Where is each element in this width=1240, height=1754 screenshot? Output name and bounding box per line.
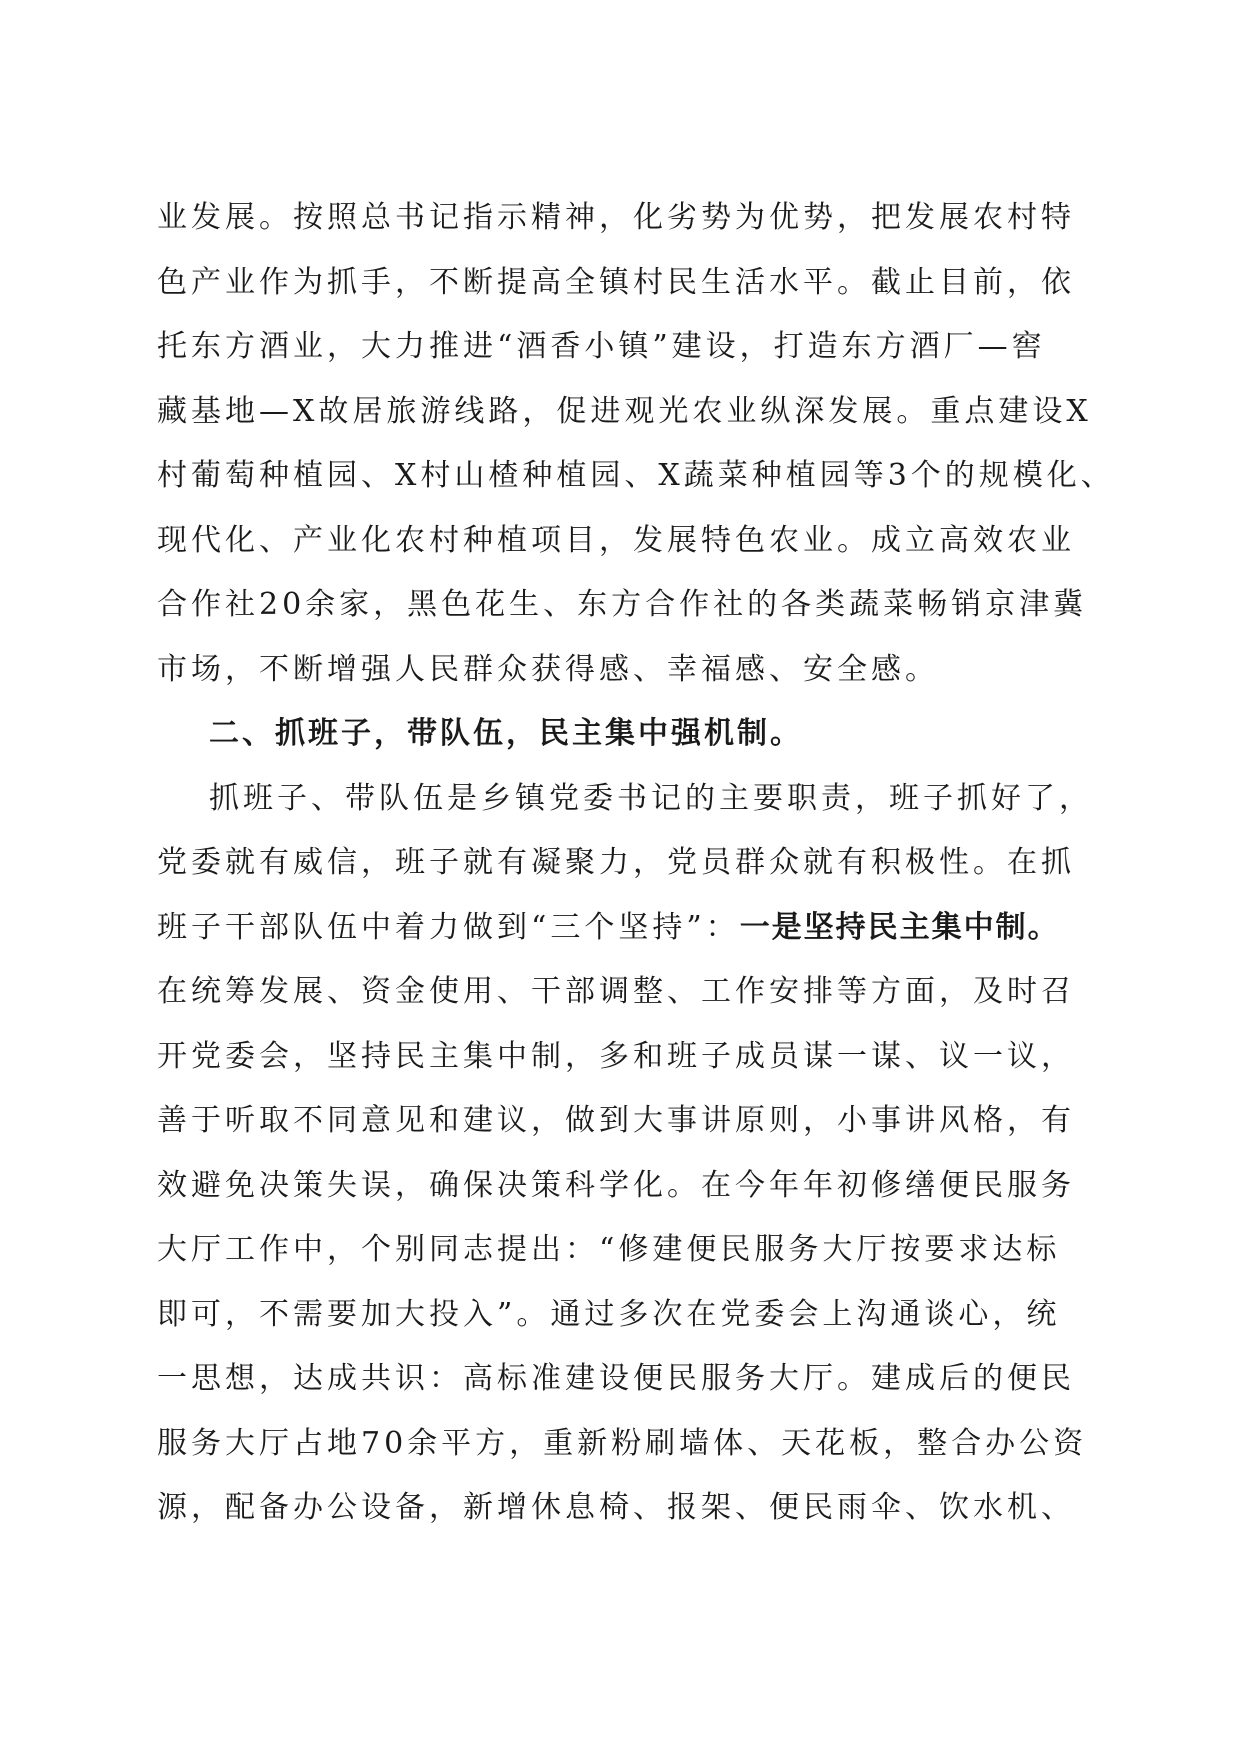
- text-line: 藏基地—X故居旅游线路，促进观光农业纵深发展。重点建设X: [157, 393, 1092, 429]
- text-line: 开党委会，坚持民主集中制，多和班子成员谋一谋、议一议，: [157, 1038, 1075, 1074]
- text-line: 在统筹发展、资金使用、干部调整、工作安排等方面，及时召: [157, 974, 1075, 1009]
- text-line: 即可，不需要加大投入”。通过多次在党委会上沟通谈心，统: [157, 1296, 1061, 1332]
- text-line: 服务大厅占地70余平方，重新粉刷墙体、天花板，整合办公资: [157, 1425, 1088, 1461]
- text-line: 一思想，达成共识：高标准建设便民服务大厅。建成后的便民: [157, 1361, 1075, 1396]
- text-line: 大厅工作中，个别同志提出：“修建便民服务大厅按要求达标: [157, 1232, 1061, 1267]
- document-body: [157, 186, 1115, 1541]
- text-line: [157, 896, 1097, 961]
- section-heading: 二、抓班子，带队伍，民主集中强机制。: [209, 716, 803, 751]
- text-line: 源，配备办公设备，新增休息椅、报架、便民雨伞、饮水机、: [157, 1490, 1075, 1525]
- paragraph-industry: [157, 186, 1115, 702]
- text-line: 市场，不断增强人民群众获得感、幸福感、安全感。: [157, 651, 939, 687]
- text-line: 色产业作为抓手，不断提高全镇村民生活水平。截止目前，依: [157, 264, 1075, 300]
- text-line: 托东方酒业，大力推进“酒香小镇”建设，打造东方酒厂—窖: [157, 329, 1046, 364]
- text-line: 抓班子、带队伍是乡镇党委书记的主要职责，班子抓好了，: [209, 780, 1093, 816]
- text-line: 善于听取不同意见和建议，做到大事讲原则，小事讲风格，有: [157, 1103, 1075, 1138]
- bold-emphasis: 一是坚持民主集中制。: [739, 909, 1060, 945]
- text-line: 效避免决策失误，确保决策科学化。在今年年初修缮便民服务: [157, 1167, 1075, 1203]
- text-line: 现代化、产业化农村种植项目，发展特色农业。成立高效农业: [157, 522, 1075, 558]
- text-line: 党委就有威信，班子就有凝聚力，党员群众就有积极性。在抓: [157, 845, 1075, 880]
- paragraph-team: [157, 767, 1097, 1541]
- text-line: 合作社20余家，黑色花生、东方合作社的各类蔬菜畅销京津冀: [157, 587, 1088, 622]
- text-line: 村葡萄种植园、X村山楂种植园、X蔬菜种植园等3个的规模化、: [157, 458, 1115, 493]
- text-span: 班子干部队伍中着力做到“三个坚持”：: [157, 909, 740, 945]
- text-line: 业发展。按照总书记指示精神，化劣势为优势，把发展农村特: [157, 200, 1075, 235]
